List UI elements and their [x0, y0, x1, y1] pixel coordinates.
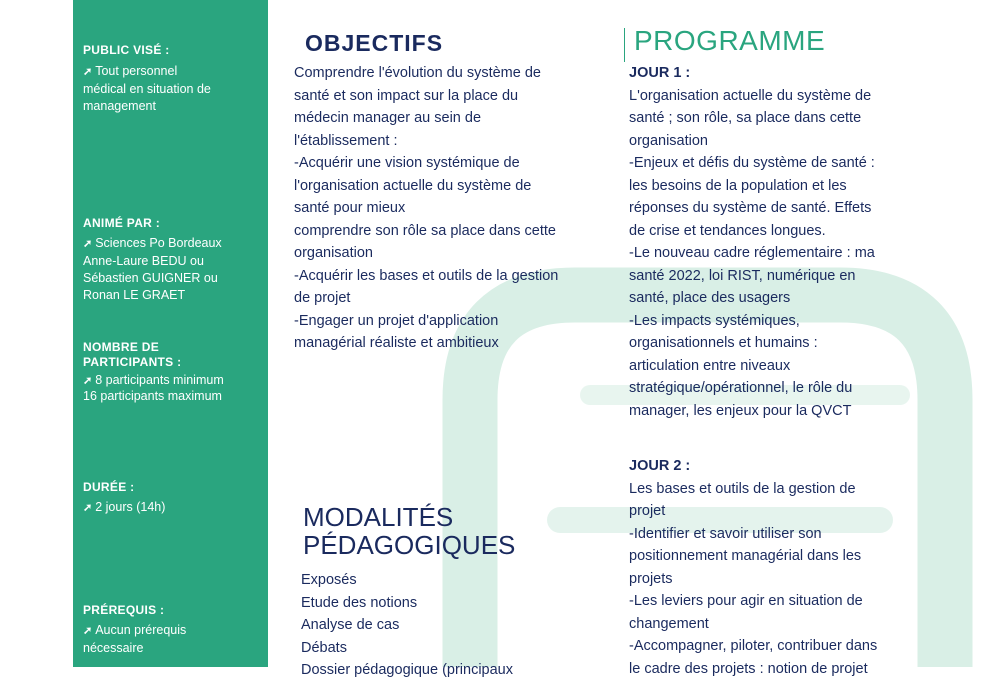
anime-par-section: ANIMÉ PAR : ➚ Sciences Po Bordeaux Anne-Laure BEDU ou Sébastien GUIGNER ou Ronan LE GRAET	[83, 216, 263, 304]
list-item: Exposés	[301, 572, 357, 588]
arrow-icon: ➚	[83, 375, 93, 387]
objectifs-title: OBJECTIFS	[305, 30, 444, 56]
programme-title: PROGRAMME	[634, 25, 826, 56]
arrow-icon: ➚	[83, 502, 93, 514]
list-item: Dossier pédagogique (principaux	[301, 662, 513, 678]
list-item: Débats	[301, 639, 347, 656]
modalites-list	[301, 569, 513, 682]
duree-section: DURÉE : ➚ 2 jours (14h)	[83, 480, 263, 517]
arrow-icon: ➚	[83, 238, 93, 250]
programme-day2: JOUR 2 : Les bases et outils de la gestion de projet -Identifier et savoir utiliser son positionnement managérial dans les projets -Les leviers pour agir en situation de changement -Accompagner, piloter, contribuer dans le cadre des projets : notion de projet	[629, 455, 877, 680]
participants-section: NOMBRE DE PARTICIPANTS : ➚ 8 participants minimum 16 participants maximum	[83, 340, 263, 404]
public-vise-section: PUBLIC VISÉ : ➚ Tout personnel médical en situation de management	[83, 43, 263, 115]
programme-divider	[624, 28, 625, 62]
participants-heading: NOMBRE DE PARTICIPANTS :	[83, 340, 182, 369]
info-sidebar	[73, 0, 268, 667]
public-vise-heading: PUBLIC VISÉ :	[83, 43, 170, 57]
modalites-title: MODALITÉS PÉDAGOGIQUES	[303, 502, 516, 560]
prerequis-section: PRÉREQUIS : ➚ Aucun prérequis nécessaire	[83, 603, 263, 657]
day1-label: JOUR 1 :	[629, 65, 691, 81]
arrow-icon: ➚	[83, 625, 93, 637]
prerequis-heading: PRÉREQUIS :	[83, 603, 165, 617]
arrow-icon: ➚	[83, 66, 93, 78]
objectifs-text: Comprendre l'évolution du système de santé et son impact sur la place du médecin manager au sein de l'établissement : -Acquérir une vision systémique de l'organisation actuelle du système de santé pour mieux comprendre son rôle sa place dans cette organisation -Acquérir les bases et outils de la gestion de projet -Engager un projet d'application managérial réaliste et ambitieux	[294, 65, 559, 351]
programme-day1: JOUR 1 : L'organisation actuelle du système de santé ; son rôle, sa place dans cette organisation -Enjeux et défis du système de santé : les besoins de la population et les réponses du système de santé. Effets de crise et tendances longues. -Le nouveau cadre réglementaire : ma santé 2022, loi RIST, numérique en santé, place des usagers -Les impacts systémiques, organisationnels et humains : articulation entre niveaux stratégique/opérationnel, le rôle du manager, les enjeux pour la QVCT	[629, 62, 875, 422]
day2-label: JOUR 2 :	[629, 458, 691, 474]
anime-par-heading: ANIMÉ PAR :	[83, 216, 161, 230]
list-item: Analyse de cas	[301, 617, 400, 633]
list-item: Etude des notions	[301, 594, 418, 611]
duree-heading: DURÉE :	[83, 480, 135, 494]
